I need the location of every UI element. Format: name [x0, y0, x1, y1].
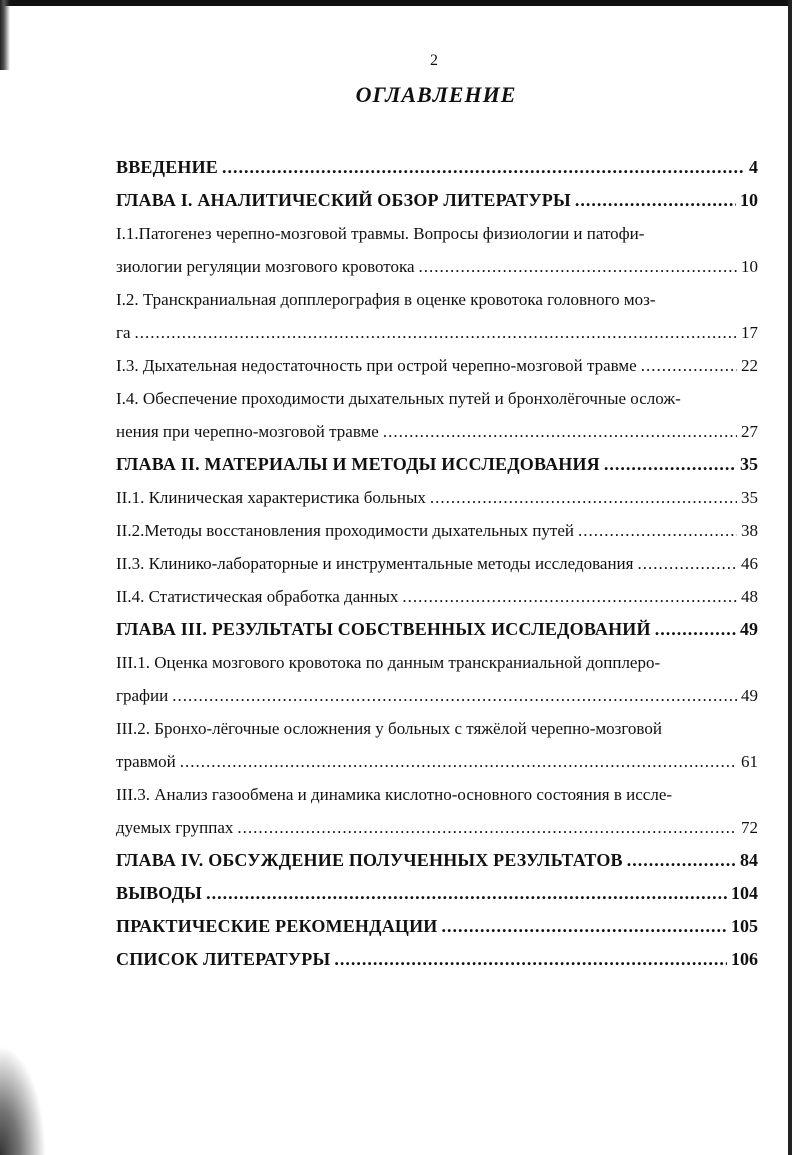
toc-entry [116, 349, 758, 382]
toc-entry [116, 250, 758, 283]
toc-leader-dots [578, 514, 737, 547]
toc-entry-page: 10 [741, 257, 758, 276]
toc-entry [116, 910, 758, 943]
toc-entry [116, 547, 758, 580]
toc-entry-text: дуемых группах [116, 818, 234, 837]
toc-entry-page: 46 [741, 554, 758, 573]
scan-edge-top [0, 0, 792, 6]
toc-leader-dots [206, 877, 727, 910]
toc-entry-page: 4 [749, 157, 758, 177]
toc-entry-page: 48 [741, 587, 758, 606]
toc-leader-dots [604, 448, 736, 481]
toc-entry [116, 745, 758, 778]
toc-entry-text: зиологии регуляции мозгового кровотока [116, 257, 415, 276]
toc-entry-text: ВВЕДЕНИЕ [116, 157, 219, 177]
toc-entry-text: I.3. Дыхательная недостаточность при острой черепно-мозговой травме [116, 356, 637, 375]
toc-entry-page: 35 [740, 454, 758, 474]
toc-entry [116, 481, 758, 514]
toc-entry-text: травмой [116, 752, 176, 771]
toc-entry [116, 448, 758, 481]
toc-leader-dots [402, 580, 737, 613]
toc-leader-dots [180, 745, 737, 778]
toc-entry-page: 10 [740, 190, 758, 210]
toc-entry-text: III.3. Анализ газообмена и динамика кислотно-основного состояния в иссле- [116, 785, 673, 804]
toc-entry [116, 151, 758, 184]
toc-title: ОГЛАВЛЕНИЕ [355, 82, 517, 107]
toc-leader-dots [442, 910, 727, 943]
page-number: 2 [430, 52, 438, 69]
toc-entry-text: ГЛАВА II. МАТЕРИАЛЫ И МЕТОДЫ ИССЛЕДОВАНИЯ [116, 454, 600, 474]
toc-entry-page: 105 [731, 916, 758, 936]
toc-entry-text: III.2. Бронхо-лёгочные осложнения у больных с тяжёлой черепно-мозговой [116, 719, 662, 738]
toc-entry-text: I.2. Транскраниальная допплерография в оценке кровотока головного моз- [116, 290, 656, 309]
toc-entry-page: 84 [740, 850, 758, 870]
toc-leader-dots [172, 679, 737, 712]
scan-edge-right [788, 0, 792, 1155]
toc-entry-text: II.2.Методы восстановления проходимости дыхательных путей [116, 521, 574, 540]
toc-leader-dots [237, 811, 737, 844]
toc-entry-text: ВЫВОДЫ [116, 883, 203, 903]
toc-entry-page: 61 [741, 752, 758, 771]
toc-entry-text: II.3. Клинико-лабораторные и инструментальные методы исследования [116, 554, 634, 573]
scan-shadow-bottom-left [0, 1045, 46, 1155]
toc-entry [116, 283, 758, 316]
toc-entry-text: II.1. Клиническая характеристика больных [116, 488, 426, 507]
toc-entry-page: 104 [731, 883, 758, 903]
toc-leader-dots [655, 613, 736, 646]
toc-entry [116, 646, 758, 679]
toc-leader-dots [641, 349, 737, 382]
toc-entry [116, 712, 758, 745]
toc-entry-text: ГЛАВА IV. ОБСУЖДЕНИЕ ПОЛУЧЕННЫХ РЕЗУЛЬТАТОВ [116, 850, 623, 870]
toc-entry-text: нения при черепно-мозговой травме [116, 422, 379, 441]
toc-entry-text: I.1.Патогенез черепно-мозговой травмы. Вопросы физиологии и патофи- [116, 224, 645, 243]
toc-entry-text: ГЛАВА III. РЕЗУЛЬТАТЫ СОБСТВЕННЫХ ИССЛЕДОВАНИЙ [116, 619, 651, 639]
toc-entry [116, 514, 758, 547]
toc-entry [116, 877, 758, 910]
toc-leader-dots [135, 316, 737, 349]
toc-entry-page: 35 [741, 488, 758, 507]
toc-entry-page: 17 [741, 323, 758, 342]
table-of-contents [116, 151, 758, 976]
toc-entry-text: графии [116, 686, 169, 705]
toc-leader-dots [334, 943, 727, 976]
toc-entry [116, 415, 758, 448]
toc-entry-text: I.4. Обеспечение проходимости дыхательных путей и бронхолёгочные ослож- [116, 389, 681, 408]
toc-leader-dots [575, 184, 736, 217]
toc-entry-page: 49 [740, 619, 758, 639]
toc-entry [116, 580, 758, 613]
toc-entry [116, 844, 758, 877]
toc-entry-page: 106 [731, 949, 758, 969]
toc-entry-text: ПРАКТИЧЕСКИЕ РЕКОМЕНДАЦИИ [116, 916, 438, 936]
toc-entry-text: СПИСОК ЛИТЕРАТУРЫ [116, 949, 331, 969]
toc-entry [116, 217, 758, 250]
toc-entry [116, 679, 758, 712]
toc-entry [116, 316, 758, 349]
toc-entry-text: III.1. Оценка мозгового кровотока по данным транскраниальной допплеро- [116, 653, 661, 672]
toc-entry [116, 184, 758, 217]
toc-leader-dots [383, 415, 737, 448]
toc-entry-page: 27 [741, 422, 758, 441]
toc-entry [116, 943, 758, 976]
toc-leader-dots [627, 844, 736, 877]
toc-entry-text: ГЛАВА I. АНАЛИТИЧЕСКИЙ ОБЗОР ЛИТЕРАТУРЫ [116, 190, 571, 210]
toc-entry-page: 22 [741, 356, 758, 375]
toc-entry-page: 38 [741, 521, 758, 540]
toc-entry [116, 811, 758, 844]
toc-entry-page: 72 [741, 818, 758, 837]
toc-leader-dots [419, 250, 737, 283]
toc-entry [116, 613, 758, 646]
toc-leader-dots [222, 151, 745, 184]
toc-leader-dots [637, 547, 737, 580]
toc-leader-dots [430, 481, 737, 514]
toc-entry-page: 49 [741, 686, 758, 705]
toc-entry [116, 382, 758, 415]
toc-entry [116, 778, 758, 811]
toc-entry-text: II.4. Статистическая обработка данных [116, 587, 399, 606]
toc-entry-text: га [116, 323, 131, 342]
